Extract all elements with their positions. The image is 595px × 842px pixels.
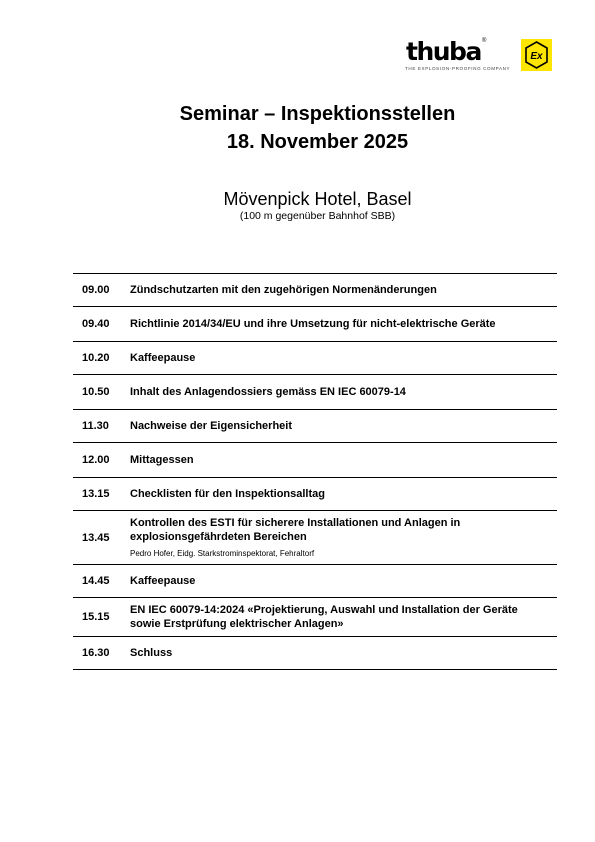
schedule-row [73, 637, 557, 670]
schedule-row [73, 274, 557, 307]
venue-name: Mövenpick Hotel, Basel [223, 189, 412, 209]
row-time: 12.00 [82, 454, 110, 466]
venue-block [0, 188, 595, 223]
row-topic: Mittagessen [130, 454, 194, 466]
row-topic: Richtlinie 2014/34/EU und ihre Umsetzung für nicht-elektrische Geräte [130, 318, 496, 330]
schedule-row [73, 410, 557, 443]
row-time: 09.00 [82, 284, 110, 296]
row-speaker: Pedro Hofer, Eidg. Starkstrominspektorat, Fehraltorf [130, 549, 315, 558]
schedule-row [73, 375, 557, 410]
row-topic: Kaffeepause [130, 352, 196, 364]
schedule-row [73, 342, 557, 375]
schedule-row [73, 443, 557, 478]
schedule-row [73, 307, 557, 342]
thuba-wordmark: thuba [406, 37, 481, 66]
row-topic: EN IEC 60079-14:2024 «Projektierung, Auswahl und Installation der Geräte sowie Erstprüfung elektrischer Anlagen» [130, 604, 518, 630]
title-line-1: Seminar – Inspektionsstellen [179, 103, 456, 125]
registered-mark: ® [482, 38, 487, 44]
title-line-2: 18. November 2025 [226, 131, 409, 153]
schedule-row [73, 478, 557, 511]
row-time: 14.45 [82, 575, 110, 587]
row-time: 15.15 [82, 611, 110, 623]
row-topic: Inhalt des Anlagendossiers gemäss EN IEC 60079-14 [130, 386, 406, 398]
row-topic: Kontrollen des ESTI für sicherere Installationen und Anlagen in explosionsgefährdeten Bereichen [130, 517, 461, 543]
row-time: 16.30 [82, 647, 110, 659]
thuba-tagline: THE EXPLOSION-PROOFING COMPANY [405, 66, 511, 71]
schedule-row [73, 511, 557, 565]
row-topic: Nachweise der Eigensicherheit [130, 420, 293, 432]
row-topic: Schluss [130, 647, 173, 659]
thuba-logo [404, 38, 518, 74]
header-logos [0, 38, 595, 78]
schedule-row [73, 565, 557, 598]
row-topic: Checklisten für den Inspektionsalltag [130, 488, 325, 500]
schedule-row [73, 598, 557, 637]
seminar-title [0, 100, 595, 156]
row-time: 09.40 [82, 318, 110, 330]
schedule-table [73, 273, 557, 670]
row-time: 13.45 [82, 531, 110, 544]
venue-note: (100 m gegenüber Bahnhof SBB) [239, 210, 396, 222]
ex-symbol-icon [521, 39, 552, 71]
row-time: 13.15 [82, 488, 110, 500]
row-topic: Kaffeepause [130, 575, 196, 587]
row-time: 10.20 [82, 352, 110, 364]
row-time: 11.30 [82, 420, 109, 432]
ex-label: Ex [530, 51, 543, 62]
row-topic: Zündschutzarten mit den zugehörigen Normenänderungen [130, 284, 437, 296]
row-time: 10.50 [82, 386, 110, 398]
